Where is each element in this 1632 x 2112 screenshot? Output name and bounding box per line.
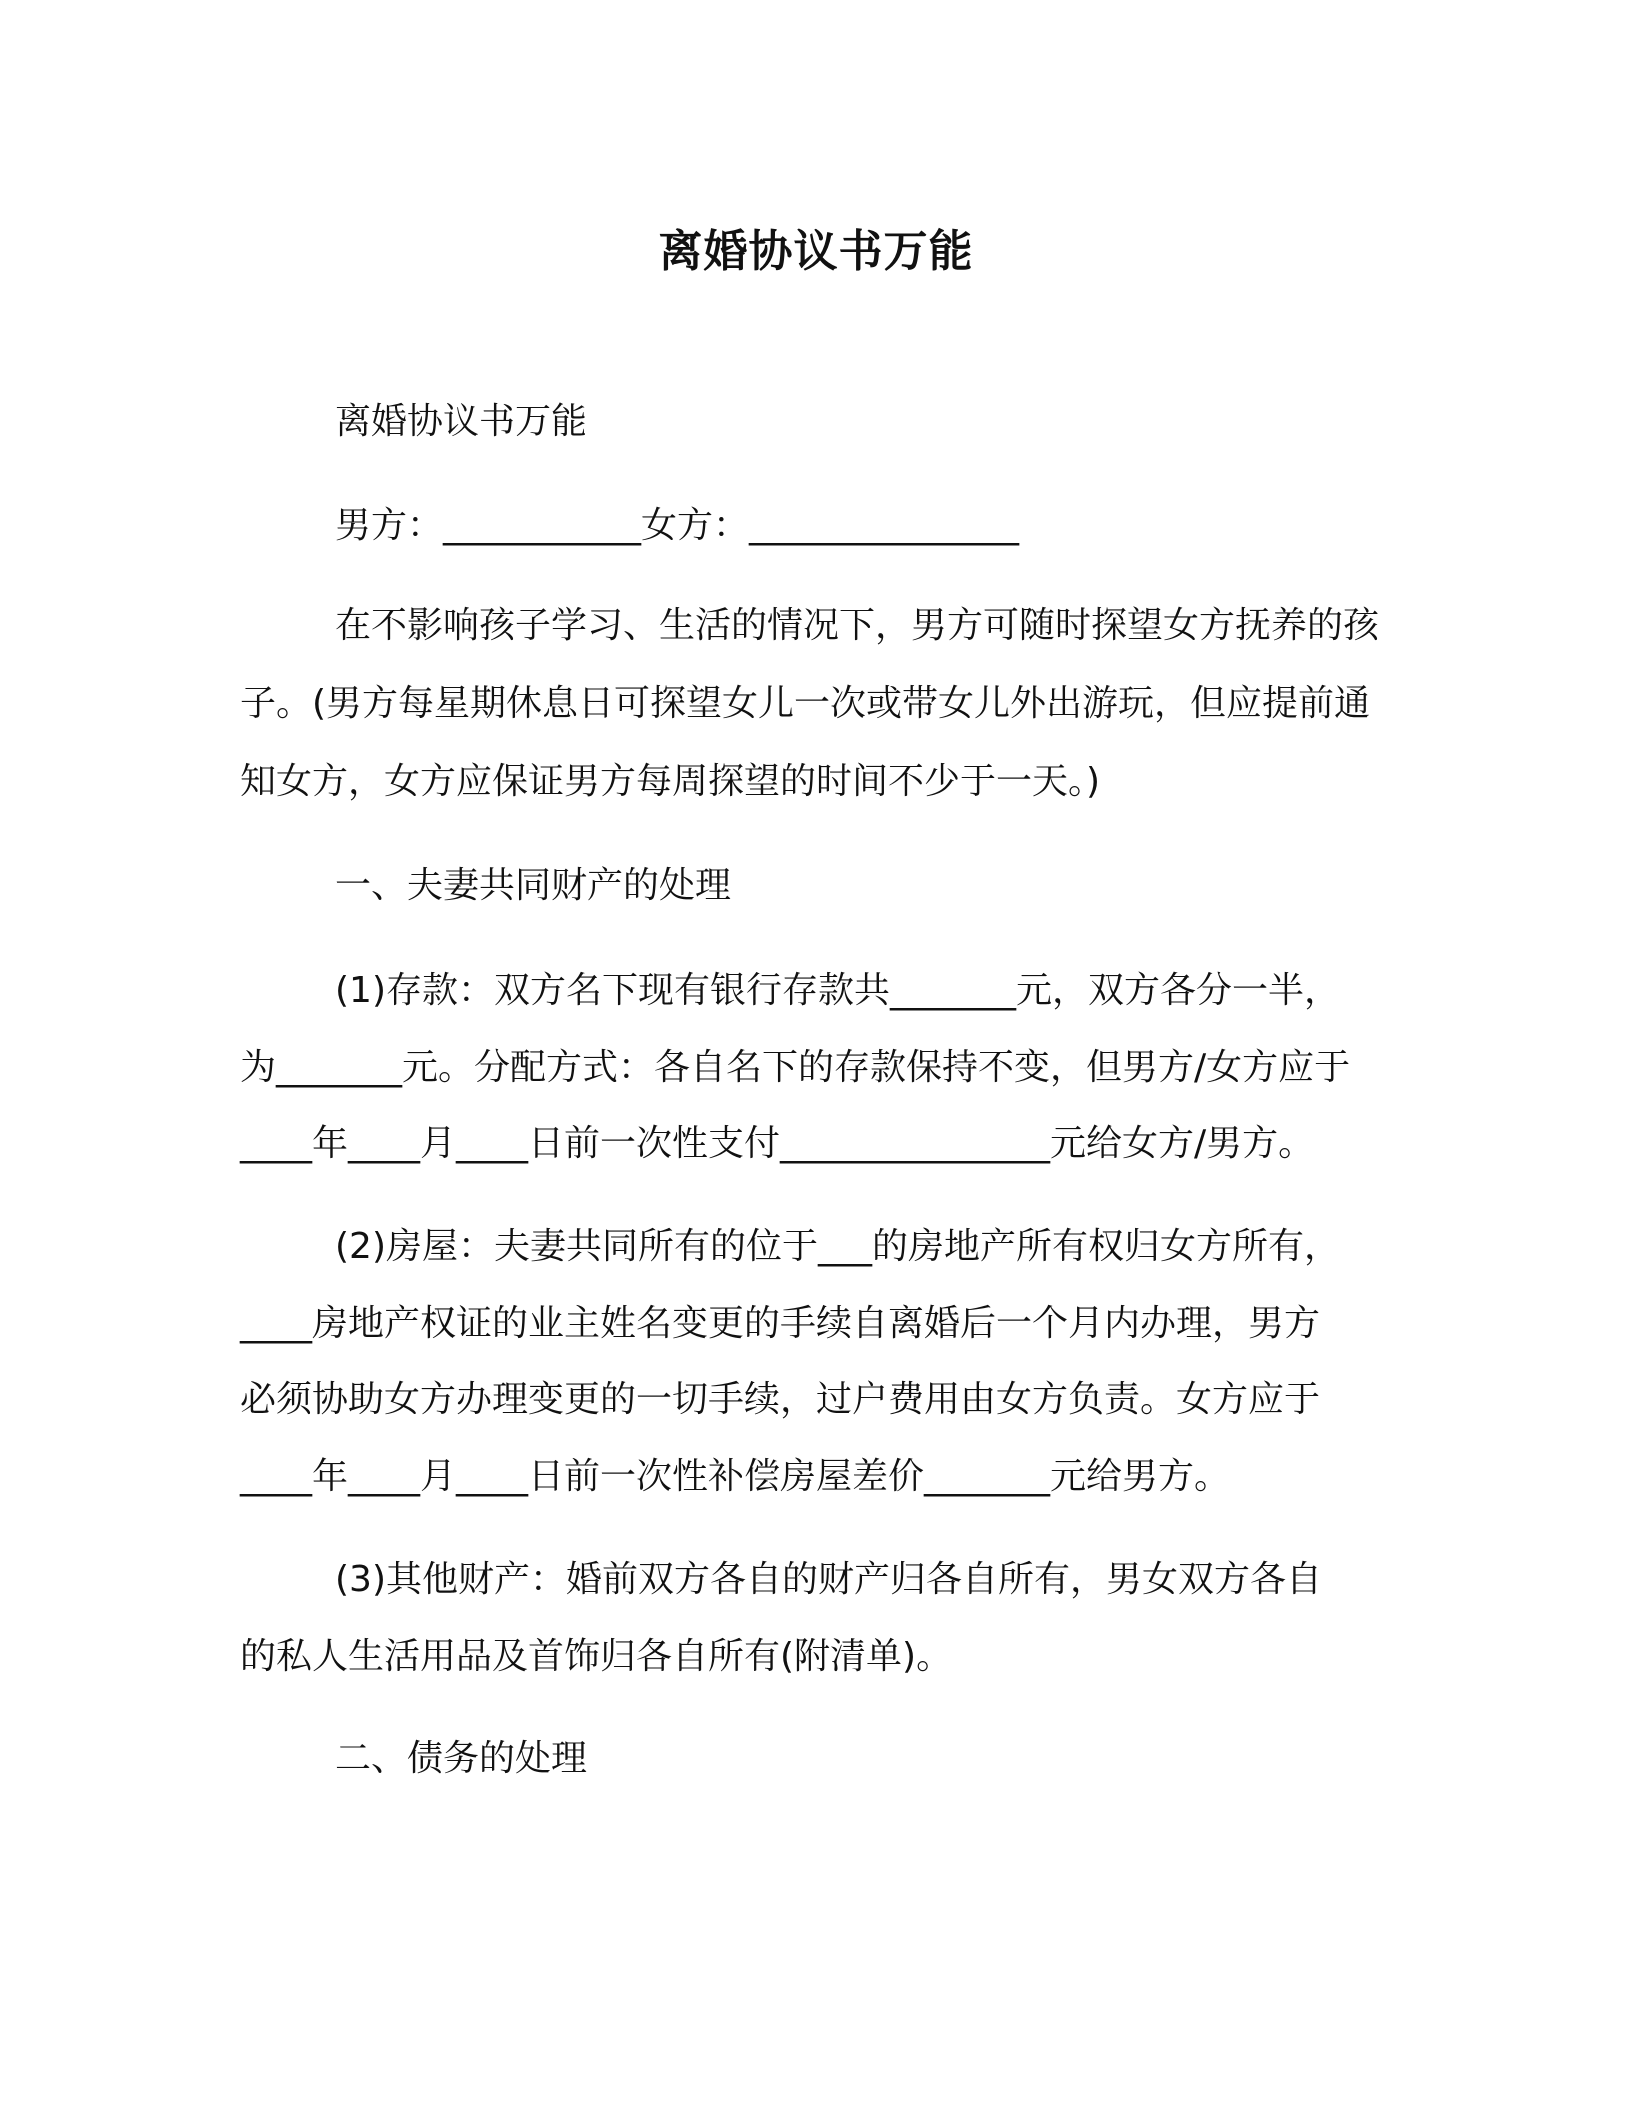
house-line-1: (2)房屋：夫妻共同所有的位于___的房地产所有权归女方所有，	[335, 1226, 1340, 1267]
other-property-line-1: (3)其他财产：婚前双方各自的财产归各自所有，男女双方各自	[335, 1559, 1322, 1600]
document-subtitle: 离婚协议书万能	[335, 401, 588, 442]
house-line-2: ____房地产权证的业主姓名变更的手续自离婚后一个月内办理，男方	[240, 1303, 1321, 1344]
house-line-4: ____年____月____日前一次性补偿房屋差价_______元给男方。	[240, 1456, 1231, 1497]
deposit-line-1: (1)存款：双方名下现有银行存款共_______元，双方各分一半，	[335, 970, 1340, 1011]
parties-line: 男方：___________女方：_______________	[335, 505, 1020, 546]
other-property-line-2: 的私人生活用品及首饰归各自所有(附清单)。	[240, 1636, 953, 1677]
section-2-heading: 二、债务的处理	[335, 1738, 588, 1779]
section-1-heading: 一、夫妻共同财产的处理	[335, 865, 732, 906]
deposit-line-2: 为_______元。分配方式：各自名下的存款保持不变，但男方/女方应于	[240, 1047, 1351, 1088]
house-line-3: 必须协助女方办理变更的一切手续，过户费用由女方负责。女方应于	[240, 1379, 1321, 1420]
visitation-paragraph: 在不影响孩子学习、生活的情况下，男方可随时探望女方抚养的孩子。(男方每星期休息日可探望女儿一次或带女儿外出游玩，但应提前通知女方，女方应保证男方每周探望的时间不少于一天。)	[240, 605, 1380, 802]
deposit-line-3: ____年____月____日前一次性支付_______________元给女方/男方。	[240, 1123, 1315, 1164]
document-title: 离婚协议书万能	[658, 226, 974, 277]
